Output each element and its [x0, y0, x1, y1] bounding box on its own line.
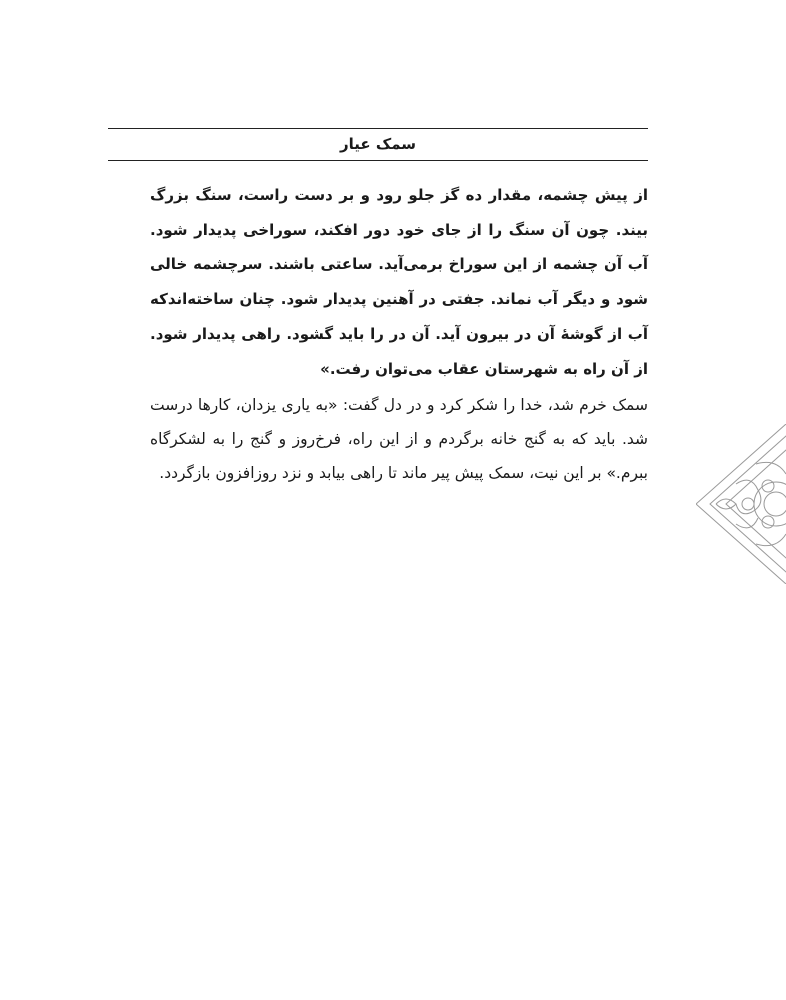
paragraph-1: از پیش چشمه، مقدار ده گز جلو رود و بر دست راست، سنگ بزرگ بیند. چون آن سنگ را از جای خود دور افکند، سوراخی پدیدار شود. آب آن چشمه از این سوراخ برمی‌آید. ساعتی باشند. سرچشمه خالی شود و دیگر آب نماند. جفتی در آهنین پدیدار شود. چنان ساخته‌اندکه آب از گوشهٔ آن در بیرون آید. آن در را باید گشود. راهی پدیدار شود. از آن راه به شهرستان عقاب می‌توان رفت.»: [150, 186, 648, 378]
header-rule-bottom: [108, 160, 648, 161]
running-title: سمک عیار: [339, 135, 417, 153]
paragraph-2: سمک خرم شد، خدا را شکر کرد و در دل گفت: «به یاری یزدان، کارها درست شد. باید که به گنج خانه برگردم و از این راه، فرخ‌روز و گنج را به لشکرگاه ببرم.» بر این نیت، سمک پیش پیر ماند تا راهی بیابد و نزد روزافزون بازگردد.: [150, 396, 648, 483]
arabesque-corner-ornament-icon: [696, 424, 786, 584]
body-text: [150, 178, 648, 490]
header-rule-top: [108, 128, 648, 129]
